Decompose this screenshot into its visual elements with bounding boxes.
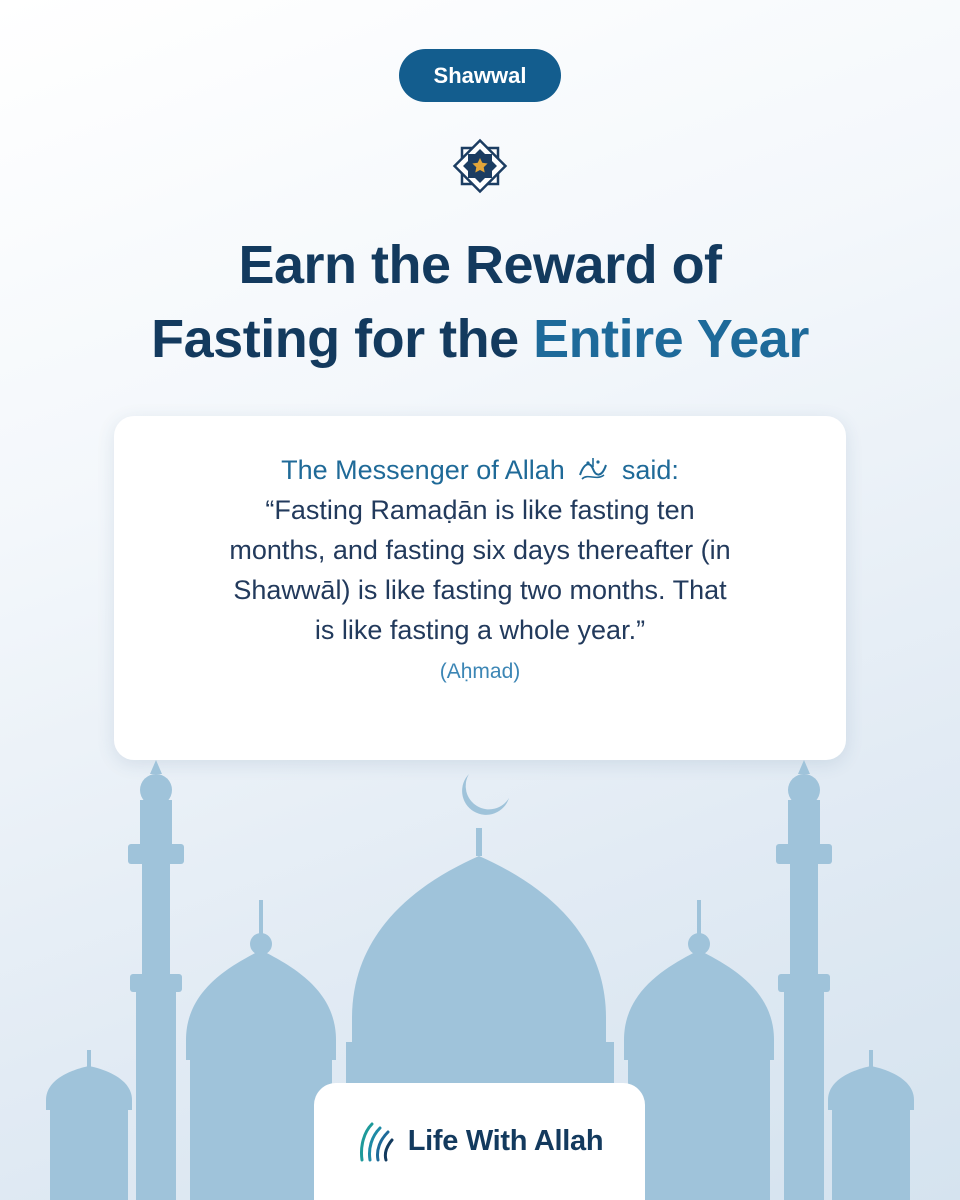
hadith-source: (Aḥmad)	[439, 660, 521, 683]
hadith-card	[114, 416, 846, 760]
title-line-2	[0, 302, 960, 376]
brand-footer	[314, 1083, 645, 1200]
star-ornament-icon	[452, 138, 508, 194]
intro-text: The Messenger of Allah	[281, 455, 565, 485]
shawwal-badge	[399, 49, 561, 102]
pbuh-calligraphy-icon	[576, 455, 610, 485]
title-accent: Entire Year	[533, 309, 809, 369]
badge-label: Shawwal	[433, 62, 527, 88]
wave-logo-icon	[356, 1120, 394, 1164]
hadith-quote: “Fasting Ramaḍān is like fasting ten months, and fasting six days thereafter (in Shawwāl) is like fasting two months. That is like fasting a whole year.”	[229, 495, 731, 645]
title-line-1: Earn the Reward of	[238, 235, 722, 295]
title-line-2-prefix: Fasting for the	[151, 309, 534, 369]
intro-said: said:	[621, 455, 679, 485]
page-title	[0, 228, 960, 376]
hadith-intro	[114, 450, 846, 490]
brand-name: Life With Allah	[407, 1125, 604, 1157]
